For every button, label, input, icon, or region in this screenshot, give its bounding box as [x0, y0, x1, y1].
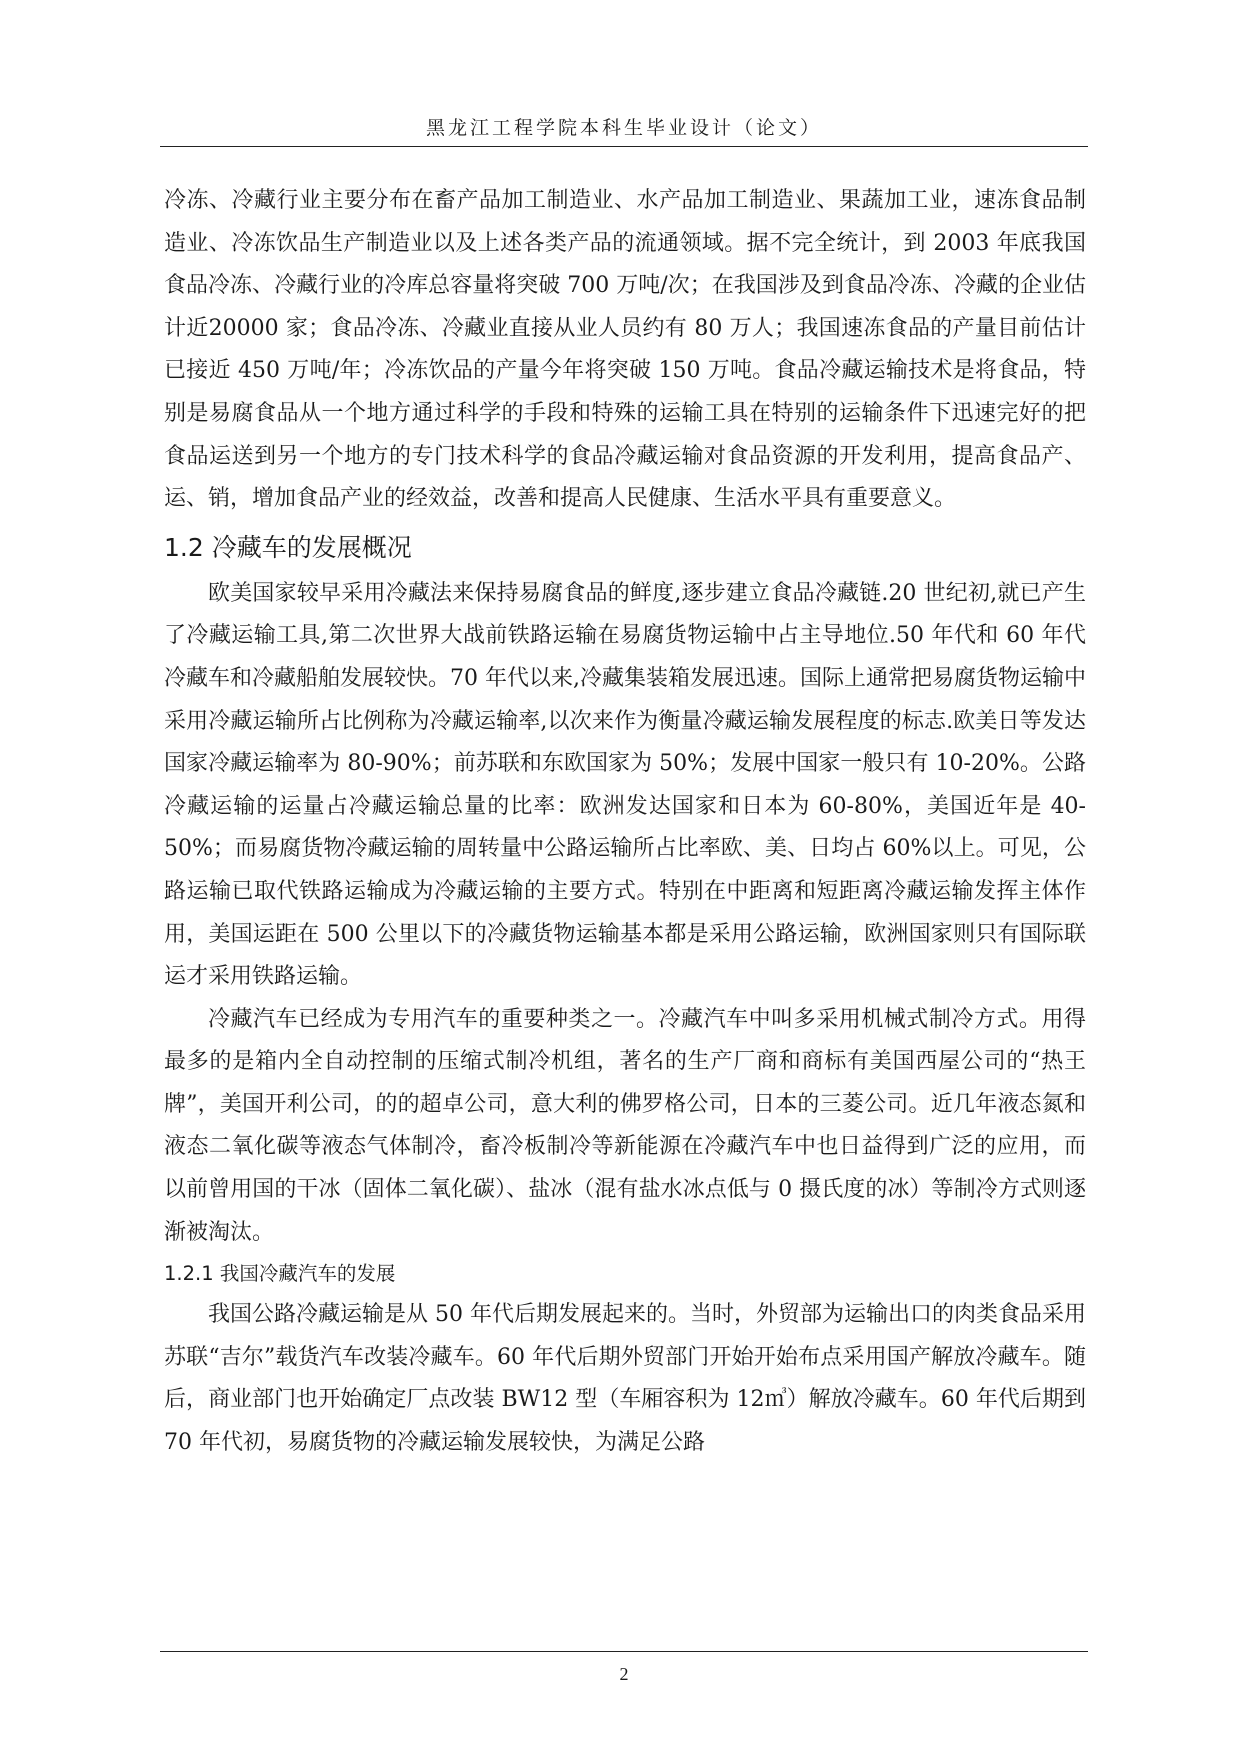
header-divider	[160, 146, 1088, 147]
footer-divider	[160, 1651, 1088, 1652]
paragraph-3: 冷藏汽车已经成为专用汽车的重要种类之一。冷藏汽车中叫多采用机械式制冷方式。用得最多的是箱内全自动控制的压缩式制冷机组，著名的生产厂商和商标有美国西屋公司的“热王牌”，美国开利公司，的的超卓公司，意大利的佛罗格公司，日本的三菱公司。近几年液态氮和液态二氧化碳等液态气体制冷，畜冷板制冷等新能源在冷藏汽车中也日益得到广泛的应用，而以前曾用国的干冰（固体二氧化碳）、盐冰（混有盐水冰点低与 0 摄氏度的冰）等制冷方式则逐渐被淘汰。	[164, 1006, 1086, 1245]
subsection-heading-1-2-1: 1.2.1 我国冷藏汽车的发展	[164, 1262, 396, 1286]
paragraph-2: 欧美国家较早采用冷藏法来保持易腐食品的鲜度,逐步建立食品冷藏链.20 世纪初,就已产生了冷藏运输工具,第二次世界大战前铁路运输在易腐货物运输中占主导地位.50 年代和 60 年代冷藏车和冷藏船舶发展较快。70 年代以来,冷藏集装箱发展迅速。国际上通常把易腐货物运输中采用冷藏运输所占比例称为冷藏运输率,以次来作为衡量冷藏运输发展程度的标志.欧美日等发达国家冷藏运输率为 80-90%；前苏联和东欧国家为 50%；发展中国家一般只有 10-20%。公路冷藏运输的运量占冷藏运输总量的比率：欧洲发达国家和日本为 60-80%，美国近年是 40-50%；而易腐货物冷藏运输的周转量中公路运输所占比率欧、美、日均占 60%以上。可见，公路运输已取代铁路运输成为冷藏运输的主要方式。特别在中距离和短距离冷藏运输发挥主体作用，美国运距在 500 公里以下的冷藏货物运输基本都是采用公路运输，欧洲国家则只有国际联运才采用铁路运输。	[164, 580, 1086, 990]
body-text	[164, 180, 1086, 1465]
section-heading-1-2: 1.2 冷藏车的发展概况	[164, 532, 412, 562]
paragraph-4: 我国公路冷藏运输是从 50 年代后期发展起来的。当时，外贸部为运输出口的肉类食品采用苏联“吉尔”载货汽车改装冷藏车。60 年代后期外贸部门开始开始布点采用国产解放冷藏车。随后，商业部门也开始确定厂点改装 BW12 型（车厢容积为 12㎥）解放冷藏车。60 年代后期到 70 年代初，易腐货物的冷藏运输发展较快，为满足公路	[164, 1302, 1087, 1456]
running-header: 黑龙江工程学院本科生毕业设计（论文）	[425, 117, 822, 139]
paragraph-1: 冷冻、冷藏行业主要分布在畜产品加工制造业、水产品加工制造业、果蔬加工业，速冻食品制造业、冷冻饮品生产制造业以及上述各类产品的流通领域。据不完全统计，到 2003 年底我国食品冷冻、冷藏行业的冷库总容量将突破 700 万吨/次；在我国涉及到食品冷冻、冷藏的企业估计近20000 家；食品冷冻、冷藏业直接从业人员约有 80 万人；我国速冻食品的产量目前估计已接近 450 万吨/年；冷冻饮品的产量今年将突破 150 万吨。食品冷藏运输技术是将食品，特别是易腐食品从一个地方通过科学的手段和特殊的运输工具在特别的运输条件下迅速完好的把食品运送到另一个地方的专门技术科学的食品冷藏运输对食品资源的开发利用，提高食品产、运、销，增加食品产业的经效益，改善和提高人民健康、生活水平具有重要意义。	[164, 188, 1086, 512]
page-number: 2	[619, 1664, 629, 1684]
